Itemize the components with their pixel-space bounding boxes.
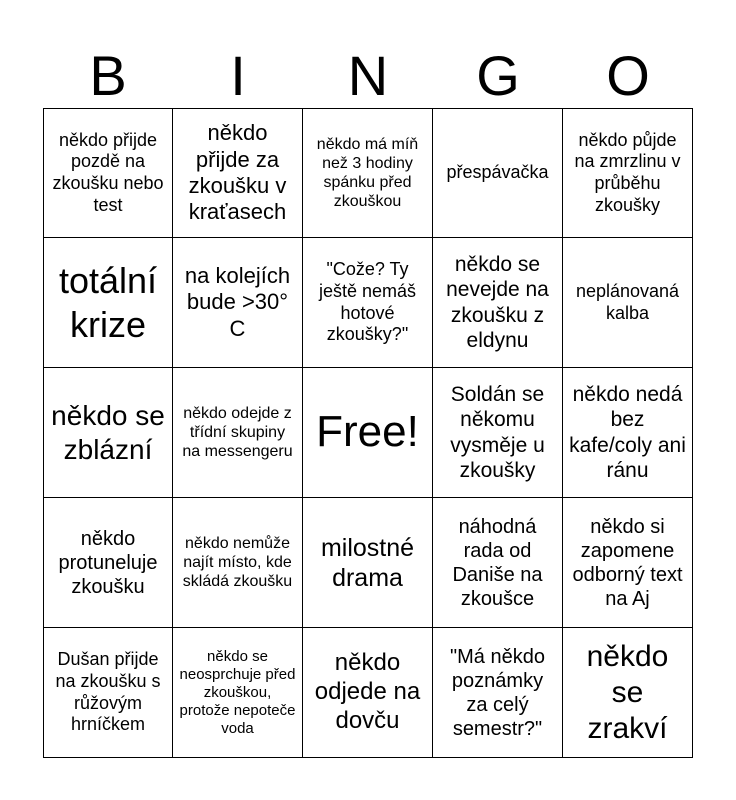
bingo-cell[interactable]: Soldán se někomu vysměje u zkoušky — [433, 368, 563, 498]
bingo-cell[interactable]: "Cože? Ty ještě nemáš hotové zkoušky?" — [303, 238, 433, 368]
bingo-cell[interactable]: přespávačka — [433, 108, 563, 238]
bingo-cell[interactable]: někdo se nevejde na zkoušku z eldynu — [433, 238, 563, 368]
header-letter-o: O — [606, 44, 650, 107]
bingo-header — [43, 44, 693, 108]
header-letter-g: G — [476, 44, 520, 107]
bingo-cell[interactable]: někdo přijde za zkoušku v kraťasech — [173, 108, 303, 238]
bingo-cell[interactable]: totální krize — [43, 238, 173, 368]
bingo-cell[interactable]: někdo se zblázní — [43, 368, 173, 498]
bingo-cell[interactable]: milostné drama — [303, 498, 433, 628]
bingo-cell[interactable]: někdo přijde pozdě na zkoušku nebo test — [43, 108, 173, 238]
bingo-cell[interactable]: "Má někdo poznámky za celý semestr?" — [433, 628, 563, 758]
bingo-cell[interactable]: neplánovaná kalba — [563, 238, 693, 368]
header-letter-n: N — [347, 44, 389, 107]
bingo-cell[interactable]: Dušan přijde na zkoušku s růžovým hrníčkem — [43, 628, 173, 758]
bingo-cell[interactable]: někdo odjede na dovču — [303, 628, 433, 758]
bingo-cell[interactable]: někdo odejde z třídní skupiny na messengeru — [173, 368, 303, 498]
bingo-cell[interactable]: náhodná rada od Daniše na zkoušce — [433, 498, 563, 628]
bingo-cell[interactable]: někdo nemůže najít místo, kde skládá zkoušku — [173, 498, 303, 628]
bingo-board — [43, 108, 693, 758]
bingo-cell[interactable]: někdo se neosprchuje před zkouškou, protože nepoteče voda — [173, 628, 303, 758]
header-letter-b: B — [89, 44, 127, 107]
header-letter-i: I — [230, 44, 246, 107]
bingo-cell[interactable]: někdo má míň než 3 hodiny spánku před zkouškou — [303, 108, 433, 238]
bingo-cell[interactable]: někdo si zapomene odborný text na Aj — [563, 498, 693, 628]
bingo-cell[interactable]: někdo nedá bez kafe/coly ani ránu — [563, 368, 693, 498]
bingo-cell[interactable]: na kolejích bude >30° C — [173, 238, 303, 368]
free-cell[interactable]: Free! — [303, 368, 433, 498]
bingo-cell[interactable]: někdo půjde na zmrzlinu v průběhu zkoušky — [563, 108, 693, 238]
bingo-cell[interactable]: někdo protuneluje zkoušku — [43, 498, 173, 628]
bingo-cell[interactable]: někdo se zrakví — [563, 628, 693, 758]
